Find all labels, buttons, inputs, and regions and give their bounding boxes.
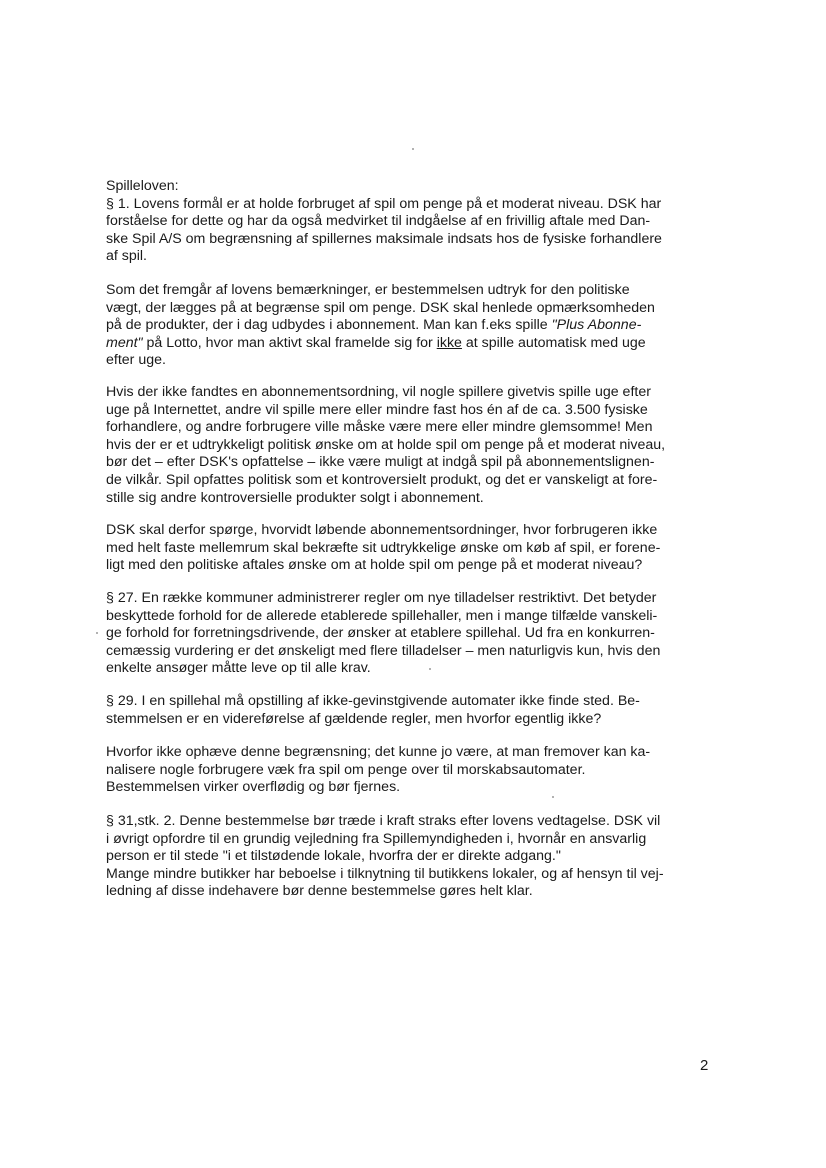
- paragraph-section-27: [106, 590, 718, 678]
- italic-product-name: ment": [106, 334, 143, 351]
- text-line: uge på Internettet, andre vil spille mere eller mindre fast hos én af de ca. 3.500 fysiske: [106, 401, 648, 418]
- paragraph-abonnementsordning: [106, 384, 718, 507]
- paragraph-spilleloven-section-1: [106, 178, 718, 266]
- text-line: beskyttede forhold for de allerede etablerede spillehaller, men i mange tilfælde vanskeli-: [106, 607, 658, 624]
- text-line: Spilleloven:: [106, 178, 179, 194]
- text-line: enkelte ansøger måtte leve op til alle krav.: [106, 660, 371, 677]
- text-line: § 31,stk. 2. Denne bestemmelse bør træde i kraft straks efter lovens vedtagelse. DSK vil: [106, 813, 661, 829]
- text-line: § 27. En række kommuner administrerer regler om nye tilladelser restriktivt. Det betyder: [106, 590, 657, 606]
- text-line: forståelse for dette og har da også medvirket til indgåelse af en frivillig aftale med Dan-: [106, 213, 651, 230]
- text-segment: at spille automatisk med uge: [461, 334, 646, 351]
- scan-speck: [96, 632, 98, 634]
- text-line: Bestemmelsen virker overflødig og bør fjernes.: [106, 779, 401, 796]
- text-line: person er til stede "i et tilstødende lokale, hvorfra der er direkte adgang.": [106, 848, 561, 865]
- text-line: § 1. Lovens formål er at holde forbruget af spil om penge på et moderat niveau. DSK har: [106, 195, 662, 212]
- paragraph-ophaeve-begraensning: [106, 744, 718, 797]
- page-number: 2: [700, 1057, 709, 1074]
- text-line: forhandlere, og andre forbrugere ville måske være mere eller mindre glemsomme! Men: [106, 419, 653, 436]
- text-line: efter uge.: [106, 352, 166, 369]
- text-line: vægt, der lægges på at begrænse spil om penge. DSK skal henlede opmærksomheden: [106, 299, 655, 316]
- text-line: de vilkår. Spil opfattes politisk som et kontroversielt produkt, og det er vanskeligt at fore-: [106, 471, 658, 488]
- text-line: Hvis der ikke fandtes en abonnementsordning, vil nogle spillere givetvis spille uge efter: [106, 384, 651, 400]
- text-line: ge forhold for forretningsdrivende, der ønsker at etablere spillehal. Ud fra en konkurren-: [106, 625, 655, 642]
- paragraph-dsk-spoerger: [106, 522, 718, 575]
- text-line: [106, 335, 718, 353]
- text-line: i øvrigt opfordre til en grundig vejledning fra Spillemyndigheden i, hvornår en ansvarlig: [106, 830, 647, 847]
- text-line: Hvorfor ikke ophæve denne begrænsning; det kunne jo være, at man fremover kan ka-: [106, 744, 651, 760]
- text-line: stille sig andre kontroversielle produkter solgt i abonnement.: [106, 489, 484, 506]
- paragraph-bemaerkninger: [106, 282, 718, 370]
- text-line: ske Spil A/S om begrænsning af spillernes maksimale indsats hos de fysiske forhandlere: [106, 230, 662, 247]
- text-line: af spil.: [106, 248, 148, 265]
- underlined-word: ikke: [436, 334, 462, 351]
- text-line: cemæssig vurdering er det ønskeligt med flere tilladelser – men naturligvis kun, hvis den: [106, 642, 661, 659]
- text-line: § 29. I en spillehal må opstilling af ikke-gevinstgivende automater ikke finde sted. Be-: [106, 693, 640, 709]
- text-line: Som det fremgår af lovens bemærkninger, er bestemmelsen udtryk for den politiske: [106, 282, 630, 298]
- paragraph-section-29: [106, 693, 718, 728]
- text-segment: på Lotto, hvor man aktivt skal framelde sig for: [142, 334, 437, 351]
- text-line: DSK skal derfor spørge, hvorvidt løbende abonnementsordninger, hvor forbrugeren ikke: [106, 522, 658, 538]
- italic-product-name: "Plus Abonne-: [551, 317, 642, 334]
- text-line: Mange mindre butikker har beboelse i tilknytning til butikkens lokaler, og af hensyn til vej-: [106, 865, 664, 882]
- paragraph-section-31: [106, 813, 718, 901]
- scan-speck: [412, 148, 414, 150]
- text-line: [106, 317, 718, 335]
- text-line: bør det – efter DSK's opfattelse – ikke være muligt at indgå spil på abonnementslignen-: [106, 454, 655, 471]
- text-segment: på de produkter, der i dag udbydes i abonnement. Man kan f.eks spille: [106, 317, 552, 334]
- text-line: nalisere nogle forbrugere væk fra spil om penge over til morskabsautomater.: [106, 761, 586, 778]
- text-line: ledning af disse indehavere bør denne bestemmelse gøres helt klar.: [106, 883, 533, 900]
- text-line: stemmelsen er en videreførelse af gældende regler, men hvorfor egentlig ikke?: [106, 710, 602, 727]
- text-line: med helt faste mellemrum skal bekræfte sit udtrykkelige ønske om køb af spil, er forene-: [106, 539, 661, 556]
- text-line: hvis der er et udtrykkeligt politisk ønske om at holde spil om penge på et moderat niveau,: [106, 436, 666, 453]
- text-line: ligt med den politiske aftales ønske om at holde spil om penge på et moderat niveau?: [106, 557, 643, 574]
